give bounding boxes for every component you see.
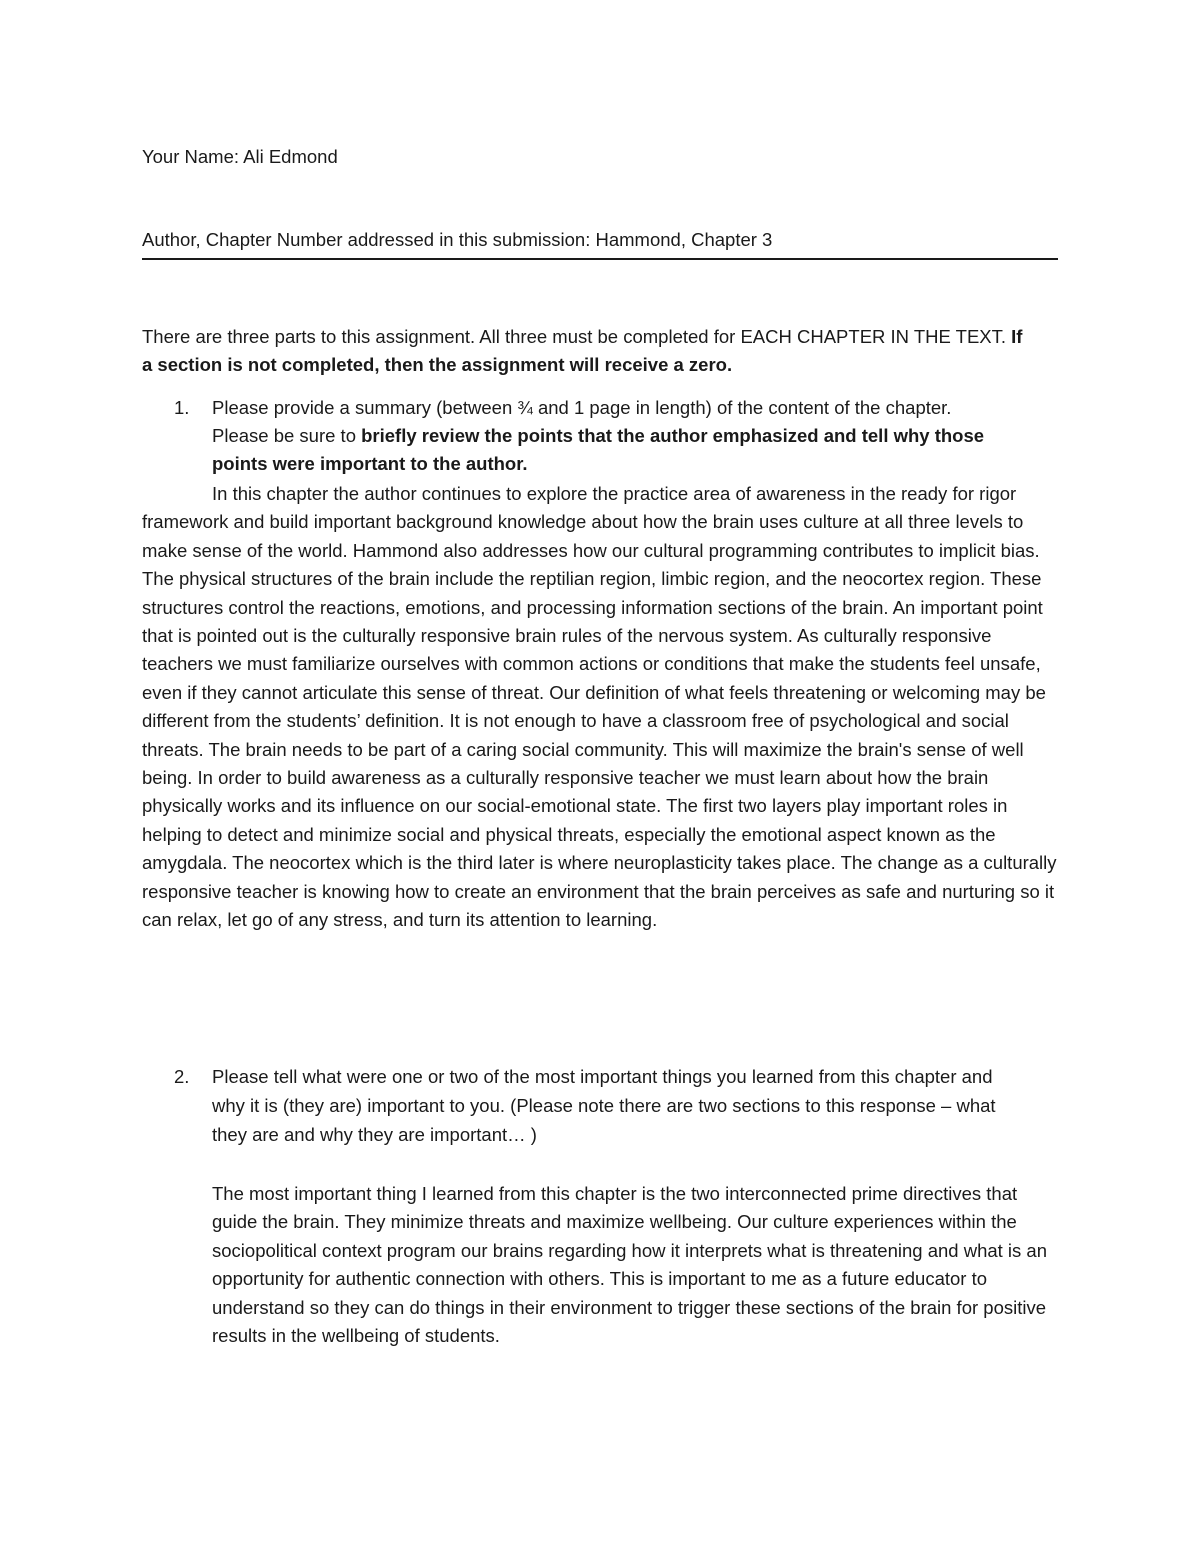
instructions-text: There are three parts to this assignment. All three must be completed for EACH CHAPTER IN THE TEXT. [142, 326, 1012, 347]
question-1-number: 1. [174, 397, 190, 418]
question-1-line-2 [212, 425, 984, 447]
chapter-line: Author, Chapter Number addressed in this submission: Hammond, Chapter 3 [142, 229, 773, 250]
question-1-bold-text: briefly review the points that the author emphasized and tell why those [361, 425, 985, 446]
question-1-line-3: points were important to the author. [212, 453, 528, 474]
answer-paragraph: The most important thing I learned from this chapter is the two interconnected prime directives that guide the brain. They minimize threats and maximize wellbeing. Our culture experiences within the sociopolitical context program our brains regarding how it interprets what is threatening and what is an opportunity for authentic connection with others. This is important to me as a future educator to understand so they can do things in their environment to trigger these sections of the brain for positive results in the wellbeing of students. [212, 1183, 1048, 1347]
question-2-line-2: why it is (they are) important to you. (Please note there are two sections to this response – what [212, 1095, 996, 1116]
question-2-number: 2. [174, 1066, 190, 1087]
instructions-bold-text: If [1011, 326, 1023, 347]
name-line: Your Name: Ali Edmond [142, 146, 338, 167]
instructions-line-2: a section is not completed, then the assignment will receive a zero. [142, 354, 733, 375]
question-1-text: Please be sure to [212, 425, 362, 446]
question-2-line-1: Please tell what were one or two of the most important things you learned from this chapter and [212, 1066, 993, 1087]
question-1-line-1: Please provide a summary (between ¾ and 1 page in length) of the content of the chapter. [212, 397, 952, 418]
horizontal-rule [142, 258, 1058, 260]
question-2-line-3: they are and why they are important… ) [212, 1124, 537, 1145]
summary-text: In this chapter the author continues to explore the practice area of awareness in the ready for rigor framework and build important background knowledge about how the brain uses culture at all three levels to make sense of the world. Hammond also addresses how our cultural programming contributes to implicit bias. The physical structures of the brain include the reptilian region, limbic region, and the neocortex region. These structures control the reactions, emotions, and processing information sections of the brain. An important point that is pointed out is the culturally responsive brain rules of the nervous system. As culturally responsive teachers we must familiarize ourselves with common actions or conditions that make the students feel unsafe, even if they cannot articulate this sense of threat. Our definition of what feels threatening or welcoming may be different from the students’ definition. It is not enough to have a classroom free of psychological and social threats. The brain needs to be part of a caring social community. This will maximize the brain's sense of well being. In order to build awareness as a culturally responsive teacher we must learn about how the brain physically works and its influence on our social-emotional state. The first two layers play important roles in helping to detect and minimize social and physical threats, especially the emotional aspect known as the amygdala. The neocortex which is the third later is where neuroplasticity takes place. The change as a culturally responsive teacher is knowing how to create an environment that the brain perceives as safe and nurturing so it can relax, let go of any stress, and turn its attention to learning. [142, 483, 1057, 931]
summary-paragraph [142, 480, 1062, 935]
instructions-line-1 [142, 326, 1022, 348]
